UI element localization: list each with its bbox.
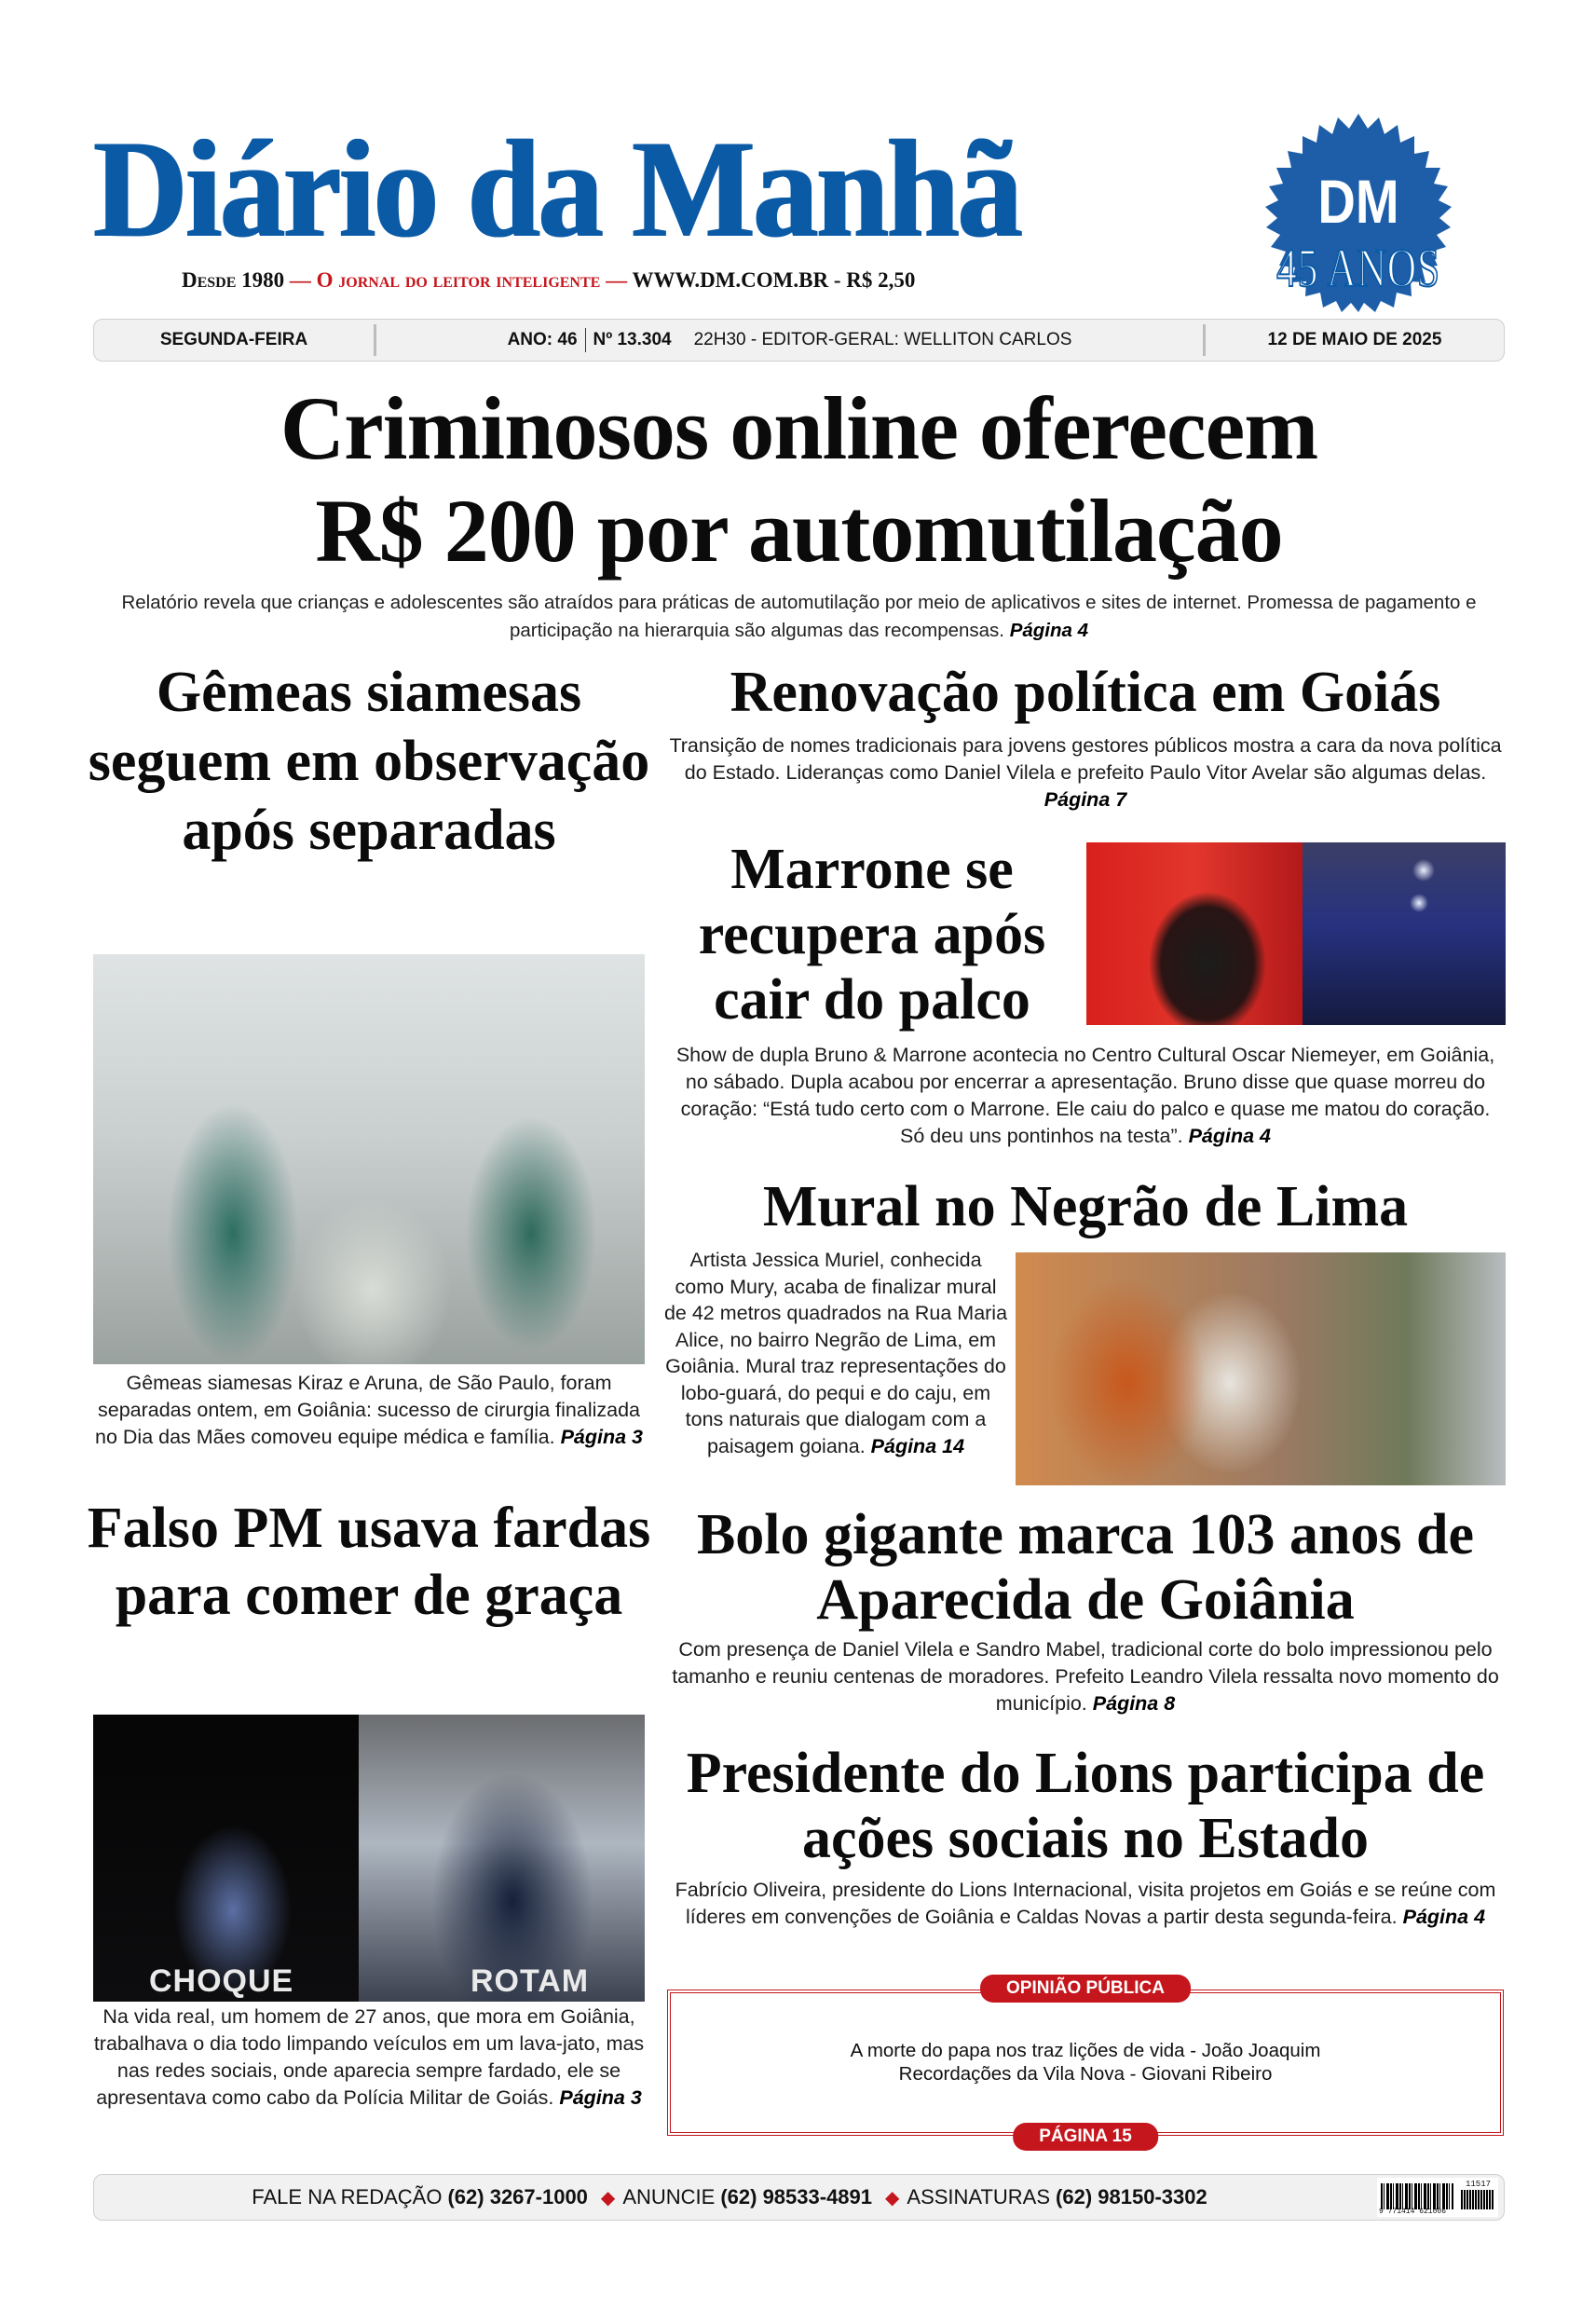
main-summary-text: Relatório revela que crianças e adolescentes são atraídos para práticas de automutilação por meio de aplicativos e sites de internet. Promessa de pagamento e participação na hierarquia são algumas das recompensas. [121, 592, 1477, 641]
page-ref[interactable]: Página 8 [1092, 1692, 1176, 1715]
photo-label: ROTAM [471, 1963, 590, 1999]
opinion-page-ref[interactable]: PÁGINA 15 [1013, 2123, 1158, 2151]
page-ref[interactable]: Página 3 [559, 2086, 642, 2109]
issue-number: Nº 13.304 [593, 330, 672, 349]
summary-text: Com presença de Daniel Vilela e Sandro Mabel, tradicional corte do bolo impressionou pelo tamanho e reuniu centenas de moradores. Prefeito Leandro Vilela ressalta novo momento do município. [672, 1638, 1499, 1715]
tagline-since: Desde 1980 [182, 268, 285, 292]
stage-photo [1303, 842, 1506, 1025]
photo-label: CHOQUE [149, 1963, 294, 1999]
story-headline[interactable]: Renovação política em Goiás [730, 661, 1441, 724]
newspaper-logo: Diário da Manhã [93, 112, 1021, 267]
contact-line [94, 2175, 1371, 2220]
edition-details [376, 320, 1203, 361]
story-headline[interactable]: Bolo gigante marca 103 anos de Aparecida de Goiânia [696, 1503, 1475, 1632]
anniversary-seal [1237, 112, 1480, 312]
story-headline[interactable]: Mural no Negrão de Lima [762, 1175, 1409, 1238]
opinion-item[interactable]: A morte do papa nos traz lições de vida - João Joaquim [850, 2040, 1321, 2061]
masthead [93, 112, 1472, 306]
seal-years: 45 ANOS [1276, 238, 1440, 298]
summary-text: Artista Jessica Muriel, conhecida como Mury, acaba de finalizar mural de 42 metros quadrados na Rua Maria Alice, no bairro Negrão de Lima, em Goiânia. Mural traz representações do lobo-guará, do pequi e do caju, em tons naturais que dialogam com a paisagem goiana. [663, 1249, 1008, 1457]
singer-photo [1086, 842, 1303, 1025]
summary-text: Na vida real, um homem de 27 anos, que mora em Goiânia, trabalhava o dia todo limpando veículos em um lava-jato, mas nas redes sociais, onde aparecia sempre fardado, ele se apresentava como cabo da Polícia Militar de Goiás. [93, 2005, 645, 2109]
tagline-site[interactable]: WWW.DM.COM.BR [632, 268, 829, 292]
barcode-addon-bars [1461, 2190, 1494, 2209]
summary-text: Fabrício Oliveira, presidente do Lions Internacional, visita projetos em Goiás e se reúne com líderes em convenções de Goiânia e Caldas Novas a partir desta segunda-feira. [675, 1879, 1496, 1928]
tagline-dash: — [284, 268, 317, 292]
ads-phone[interactable]: (62) 98533-4891 [720, 2185, 873, 2208]
story-headline[interactable]: Gêmeas siamesas seguem em observação após separadas [88, 661, 650, 862]
tagline-price: - R$ 2,50 [828, 268, 916, 292]
fake-cop-photo-left [93, 1715, 359, 2002]
divider [585, 328, 586, 352]
newsroom-phone[interactable]: (62) 3267-1000 [447, 2185, 588, 2208]
summary-text: Transição de nomes tradicionais para jovens gestores públicos mostra a cara da nova política do Estado. Lideranças como Daniel Vilela e prefeito Paulo Vitor Avelar são algumas delas. [669, 734, 1502, 784]
page-ref[interactable]: Página 4 [1188, 1125, 1272, 1147]
tagline-motto: O jornal do leitor inteligente [316, 268, 601, 292]
main-summary [84, 589, 1514, 645]
opinion-items [667, 2039, 1504, 2085]
story-summary [667, 1636, 1504, 1717]
page-ref[interactable]: Página 4 [1402, 1906, 1486, 1928]
newsroom-label: FALE NA REDAÇÃO [252, 2185, 443, 2208]
story-summary [667, 1877, 1504, 1931]
story-summary [667, 732, 1504, 814]
ads-label: ANUNCIE [622, 2185, 716, 2208]
story-headline[interactable]: Falso PM usava fardas para comer de graça [87, 1497, 651, 1627]
barcode-number: 9 771414 621006 [1379, 2208, 1447, 2216]
fake-cop-photo-right [359, 1715, 645, 2002]
tagline-dash: — [600, 268, 633, 292]
story-headline[interactable]: Marrone se recupera após cair do palco [698, 838, 1046, 1032]
seal-initials: DM [1317, 167, 1399, 236]
diamond-icon: ◆ [600, 2187, 616, 2208]
main-headline[interactable] [84, 377, 1514, 582]
summary-text: Show de dupla Bruno & Marrone acontecia no Centro Cultural Oscar Niemeyer, em Goiânia, no sábado. Dupla acabou por encerrar a apresentação. Bruno disse que quase morreu do coração: “Está tudo certo com o Marrone. Ele caiu do palco e quase me matou do coração. Só deu uns pontinhos na testa”. [675, 1044, 1495, 1147]
main-headline-line1: Criminosos online oferecem [280, 378, 1318, 478]
story-summary [93, 2003, 645, 2112]
diamond-icon: ◆ [885, 2187, 900, 2208]
story-summary [663, 1247, 1008, 1459]
subscriptions-label: ASSINATURAS [907, 2185, 1051, 2208]
caption-text: Gêmeas siamesas Kiraz e Aruna, de São Paulo, foram separadas ontem, em Goiânia: sucesso de cirurgia finalizada no Dia das Mães comoveu equipe médica e família. [95, 1372, 640, 1448]
barcode-bars [1381, 2183, 1453, 2209]
opinion-item[interactable]: Recordações da Vila Nova - Giovani Ribeiro [898, 2063, 1273, 2085]
page-ref[interactable]: Página 4 [1009, 620, 1089, 641]
opinion-label: OPINIÃO PÚBLICA [980, 1975, 1191, 2003]
editor-info: 22H30 - EDITOR-GERAL: WELLITON CARLOS [693, 330, 1072, 349]
main-headline-line2: R$ 200 por automutilação [315, 481, 1283, 581]
page-ref[interactable]: Página 7 [1044, 788, 1127, 811]
tagline [182, 268, 915, 293]
barcode-icon [1377, 2178, 1498, 2217]
story-summary [667, 1042, 1504, 1150]
subscriptions-phone[interactable]: (62) 98150-3302 [1056, 2185, 1207, 2208]
page-ref[interactable]: Página 14 [870, 1434, 965, 1457]
mural-photo [1016, 1252, 1506, 1485]
edition-info-bar [93, 319, 1505, 362]
year-number: ANO: 46 [507, 330, 578, 349]
barcode-addon-number: 11517 [1466, 2180, 1492, 2189]
story-caption [93, 1370, 645, 1451]
page-ref[interactable]: Página 3 [560, 1426, 643, 1448]
weekday: SEGUNDA-FEIRA [159, 330, 308, 349]
edition-date: 12 DE MAIO DE 2025 [1267, 330, 1442, 349]
story-headline[interactable]: Presidente do Lions participa de ações sociais no Estado [686, 1742, 1485, 1870]
twins-photo [93, 954, 645, 1364]
contact-footer [93, 2174, 1505, 2221]
